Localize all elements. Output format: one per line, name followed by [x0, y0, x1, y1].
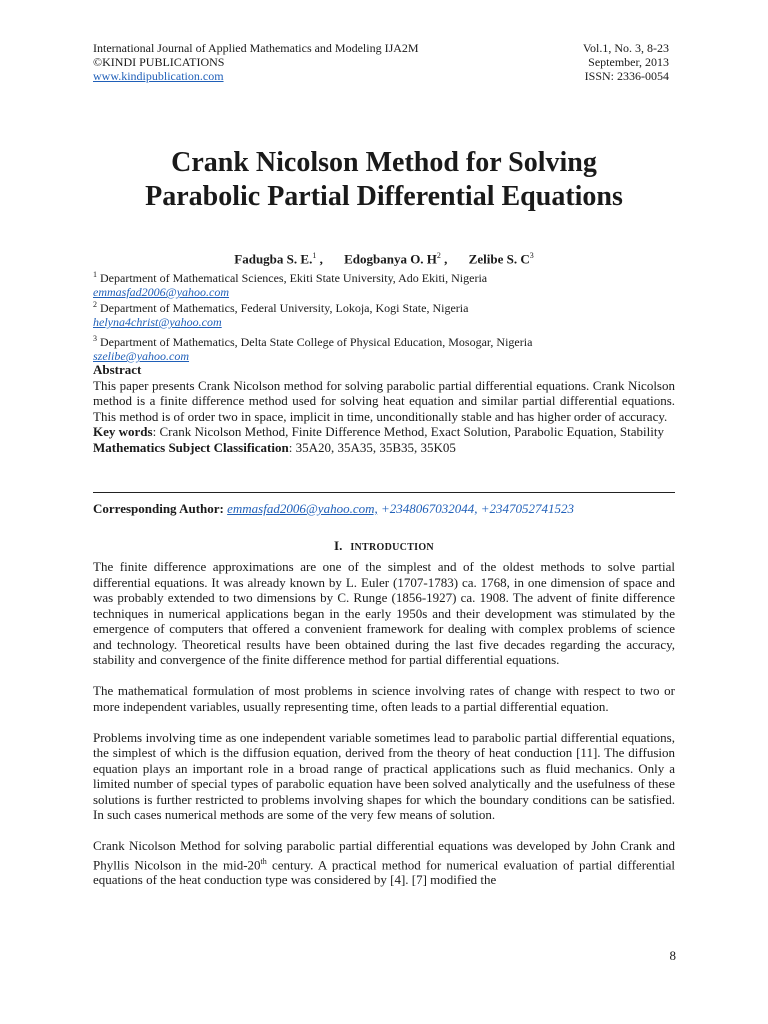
msc-label: Mathematics Subject Classification [93, 439, 289, 455]
author-separator: , [316, 251, 323, 267]
affiliation-number: 3 [93, 334, 97, 343]
affiliation-text: Department of Mathematics, Delta State College of Physical Education, Mosogar, Nigeria [100, 335, 533, 349]
author-name: Fadugba S. E. [234, 251, 313, 267]
section-heading [0, 538, 768, 554]
superscript: th [260, 856, 267, 866]
publisher: ©KINDI PUBLICATIONS [93, 55, 225, 69]
corresponding-email-link[interactable]: emmasfad2006@yahoo.com, [227, 501, 378, 516]
affiliation-email-link[interactable]: emmasfad2006@yahoo.com [93, 285, 230, 299]
section-title: INTRODUCTION [350, 542, 434, 553]
paragraph: Problems involving time as one independent variable sometimes lead to parabolic partial differential equations, the simplest of which is the diffusion equation, derived from the theory of heat conduction [11]. The diffusion equation plays an important role in a broad range of practical applications such as fluid mechanics. Only a limited number of special types of parabolic equation have been solved analytically and the usefulness of these solutions is further restricted to problems involving shapes for which the boundary conditions can be satisfied. In such cases numerical methods are some of the very few means of solution. [93, 729, 675, 822]
paragraph-text: Crank Nicolson Method for solving parabolic partial differential equations was developed by John Crank and Phyllis Nicolson in the mid-20 [93, 838, 675, 872]
msc [93, 440, 675, 456]
introduction-body [93, 559, 675, 888]
affiliation [93, 268, 683, 299]
corresponding-label: Corresponding Author: [93, 501, 224, 516]
author-name: Zelibe S. C [468, 251, 530, 267]
issue-date: September, 2013 [588, 55, 669, 69]
author-affiliation-marker: 2 [436, 251, 441, 260]
affiliation-text: Department of Mathematics, Federal University, Lokoja, Kogi State, Nigeria [100, 301, 469, 315]
affiliation-email-link[interactable]: helyna4christ@yahoo.com [93, 315, 222, 329]
affiliation [93, 298, 683, 329]
paragraph [93, 838, 675, 888]
author-separator: , [440, 251, 448, 267]
volume-info: Vol.1, No. 3, 8-23 [582, 41, 669, 55]
corresponding-phones: +2348067032044, +2347052741523 [377, 501, 575, 516]
section-divider [93, 492, 675, 493]
author-affiliation-marker: 3 [529, 251, 534, 260]
paragraph-text: century. A practical method for numerical evaluation of partial differential equations of the heat conduction type was considered by [4]. [7] modified the [93, 856, 675, 888]
affiliation-text: Department of Mathematical Sciences, Ekiti State University, Ado Ekiti, Nigeria [100, 271, 488, 285]
page-number: 8 [669, 948, 676, 963]
keywords-label: Key words [93, 424, 153, 439]
title-line-2: Parabolic Partial Differential Equations [145, 181, 623, 212]
corresponding-author [93, 501, 574, 517]
keywords [93, 424, 675, 440]
section-number: I. [334, 538, 343, 553]
journal-header [93, 41, 419, 83]
journal-name: International Journal of Applied Mathematics and Modeling IJA2M [93, 41, 419, 55]
affiliation-number: 1 [93, 270, 97, 279]
abstract-text: This paper presents Crank Nicolson method for solving parabolic partial differential equations. Crank Nicolson method is a finite difference method used for solving heat equation and similar partial differential equations. This method is of order two in space, implicit in time, unconditionally stable and has higher order of accuracy. [93, 377, 675, 424]
paragraph: The finite difference approximations are one of the simplest and of the oldest methods to solve partial differential equations. It was already known by L. Euler (1707-1783) ca. 1768, in one dimension of space and was probably extended to two dimensions by C. Runge (1856-1927) ca. 1908. The advent of finite difference techniques in numerical applications began in the early 1950s and their development was stimulated by the emergence of computers that offered a convenient framework for dealing with complex problems of science and technology. Theoretical results have been obtained during the last five decades regarding the accuracy, stability and convergence of the finite difference method for partial differential equations. [93, 559, 675, 667]
affiliation-email-link[interactable]: szelibe@yahoo.com [93, 349, 190, 363]
abstract-heading: Abstract [93, 362, 142, 377]
affiliation-number: 2 [93, 300, 97, 309]
msc-codes: : 35A20, 35A35, 35B35, 35K05 [288, 439, 456, 455]
affiliation [93, 332, 683, 363]
issue-info [583, 41, 669, 83]
publisher-website-link[interactable]: www.kindipublication.com [93, 69, 224, 83]
paper-title [0, 146, 768, 214]
author-name: Edogbanya O. H [344, 251, 437, 267]
title-line-1: Crank Nicolson Method for Solving [171, 147, 597, 178]
issn: ISSN: 2336-0054 [584, 69, 669, 83]
author-list [0, 248, 768, 267]
keywords-list: : Crank Nicolson Method, Finite Difference Method, Exact Solution, Parabolic Equation, Stability [152, 424, 664, 439]
paragraph: The mathematical formulation of most problems in science involving rates of change with respect to two or more independent variables, usually representing time, often leads to a partial differential equation. [93, 683, 675, 714]
author-affiliation-marker: 1 [312, 251, 317, 260]
abstract-section [93, 362, 675, 455]
